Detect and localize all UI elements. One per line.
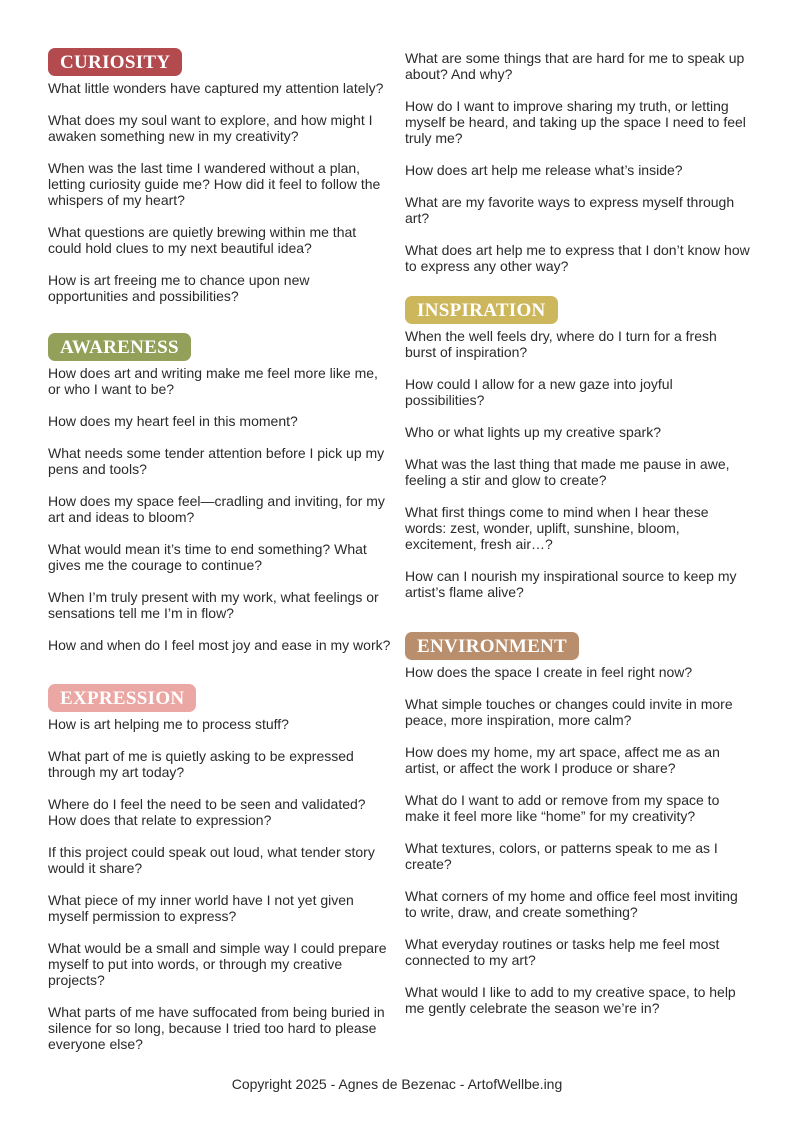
heading-awareness: AWARENESS bbox=[48, 333, 191, 361]
question: How could I allow for a new gaze into joyful possibilities? bbox=[405, 376, 673, 408]
question: What part of me is quietly asking to be expressed through my art today? bbox=[48, 748, 354, 780]
question: How is art helping me to process stuff? bbox=[48, 716, 289, 732]
question: How does my home, my art space, affect me as an artist, or affect the work I produce or share? bbox=[405, 744, 720, 776]
question: How does my heart feel in this moment? bbox=[48, 413, 298, 429]
question: What does art help me to express that I don’t know how to express any other way? bbox=[405, 242, 750, 274]
section-awareness bbox=[48, 333, 393, 669]
question: What piece of my inner world have I not yet given myself permission to express? bbox=[48, 892, 354, 924]
question: How can I nourish my inspirational source to keep my artist’s flame alive? bbox=[405, 568, 737, 600]
copyright-footer: Copyright 2025 - Agnes de Bezenac - ArtofWellbe.ing bbox=[231, 1076, 563, 1092]
heading-curiosity: CURIOSITY bbox=[48, 48, 182, 76]
question: What parts of me have suffocated from being buried in silence for so long, because I tried too hard to please everyone else? bbox=[48, 1004, 385, 1052]
question: What everyday routines or tasks help me feel most connected to my art? bbox=[405, 936, 720, 968]
heading-environment: ENVIRONMENT bbox=[405, 632, 579, 660]
question: Where do I feel the need to be seen and validated? How does that relate to expression? bbox=[48, 796, 366, 828]
question: What would I like to add to my creative space, to help me gently celebrate the season we’re in? bbox=[405, 984, 736, 1016]
question: What would be a small and simple way I could prepare myself to put into words, or through my creative projects? bbox=[48, 940, 387, 988]
question: What first things come to mind when I hear these words: zest, wonder, uplift, sunshine, bloom, excitement, fresh air…? bbox=[405, 504, 709, 552]
question: How does my space feel—cradling and inviting, for my art and ideas to bloom? bbox=[48, 493, 385, 525]
question: How is art freeing me to chance upon new opportunities and possibilities? bbox=[48, 272, 310, 304]
question: What needs some tender attention before I pick up my pens and tools? bbox=[48, 445, 385, 477]
question: What would mean it’s time to end something? What gives me the courage to continue? bbox=[48, 541, 367, 573]
question: How does art help me release what’s inside? bbox=[405, 162, 683, 178]
section-environment bbox=[405, 632, 750, 1032]
question: What questions are quietly brewing within me that could hold clues to my next beautiful idea? bbox=[48, 224, 357, 256]
question: What are my favorite ways to express myself through art? bbox=[405, 194, 735, 226]
question: How does the space I create in feel right now? bbox=[405, 664, 693, 680]
question: How does art and writing make me feel more like me, or who I want to be? bbox=[48, 365, 378, 397]
heading-inspiration: INSPIRATION bbox=[405, 296, 558, 324]
question: How do I want to improve sharing my truth, or letting myself be heard, and taking up the space I need to feel truly me? bbox=[405, 98, 746, 146]
section-inspiration bbox=[405, 296, 750, 616]
question: When was the last time I wandered without a plan, letting curiosity guide me? How did it feel to follow the whispers of my heart? bbox=[48, 160, 381, 208]
question: How and when do I feel most joy and ease in my work? bbox=[48, 637, 391, 653]
heading-expression: EXPRESSION bbox=[48, 684, 196, 712]
question: What little wonders have captured my attention lately? bbox=[48, 80, 384, 96]
question: When the well feels dry, where do I turn for a fresh burst of inspiration? bbox=[405, 328, 717, 360]
question: What simple touches or changes could invite in more peace, more inspiration, more calm? bbox=[405, 696, 733, 728]
section-expression-continued bbox=[405, 46, 750, 290]
section-curiosity bbox=[48, 48, 393, 320]
question: What corners of my home and office feel most inviting to write, draw, and create something? bbox=[405, 888, 738, 920]
question: Who or what lights up my creative spark? bbox=[405, 424, 661, 440]
question: What are some things that are hard for me to speak up about? And why? bbox=[405, 50, 745, 82]
question: If this project could speak out loud, what tender story would it share? bbox=[48, 844, 375, 876]
question: When I’m truly present with my work, what feelings or sensations tell me I’m in flow? bbox=[48, 589, 379, 621]
question: What was the last thing that made me pause in awe, feeling a stir and glow to create? bbox=[405, 456, 730, 488]
question: What do I want to add or remove from my space to make it feel more like “home” for my creativity? bbox=[405, 792, 720, 824]
question: What textures, colors, or patterns speak to me as I create? bbox=[405, 840, 718, 872]
question: What does my soul want to explore, and how might I awaken something new in my creativity? bbox=[48, 112, 373, 144]
section-expression bbox=[48, 684, 393, 1068]
